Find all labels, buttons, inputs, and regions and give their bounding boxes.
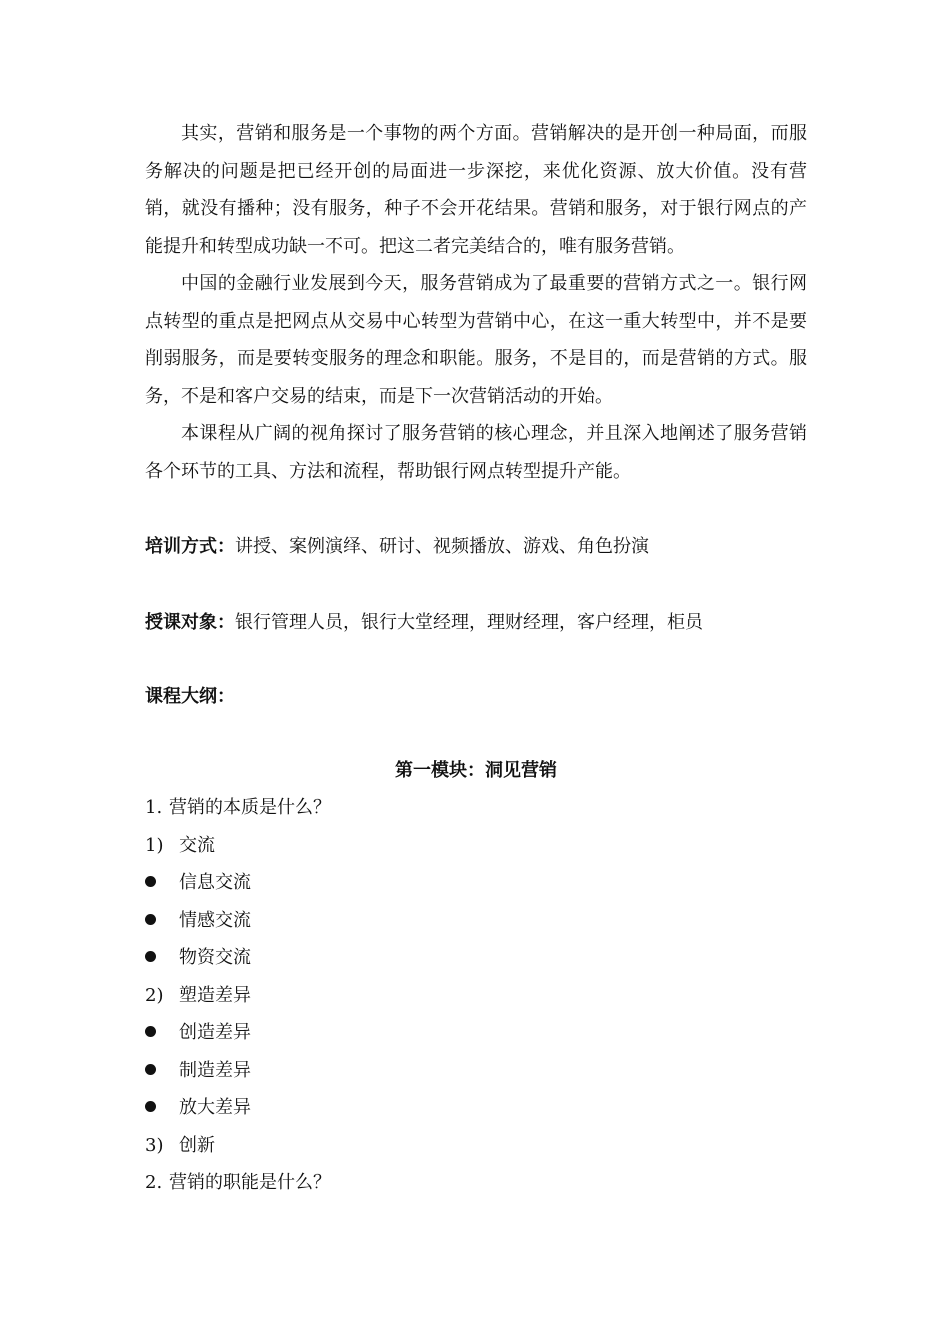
outline-marker: 1) [145,834,164,856]
intro-paragraph-2: 中国的金融行业发展到今天，服务营销成为了最重要的营销方式之一。银行网点转型的重点是把网点从交易中心转型为营销中心，在这一重大转型中，并不是要削弱服务，而是要转变服务的理念和职能。服务，不是目的，而是营销的方式。服务，不是和客户交易的结束，而是下一次营销活动的开始。 [145,273,807,407]
outline-marker: 2. [145,1172,163,1193]
training-method-line [145,528,807,566]
outline-item [145,939,807,977]
outline-item [145,977,807,1015]
outline-heading: 课程大纲： [145,686,235,707]
intro-paragraph-3: 本课程从广阔的视角探讨了服务营销的核心理念，并且深入地阐述了服务营销各个环节的工具、方法和流程，帮助银行网点转型提升产能。 [145,423,807,482]
spacer [145,641,807,678]
bullet-icon [145,864,179,902]
outline-item-text: 交流 [179,834,215,856]
outline-item-text: 信息交流 [179,872,251,893]
spacer [145,566,807,604]
outline-item [145,789,807,827]
audience-label: 授课对象： [145,611,235,633]
intro-paragraph-1: 其实，营销和服务是一个事物的两个方面。营销解决的是开创一种局面，而服务解决的问题是把已经开创的局面进一步深挖，来优化资源、放大价值。没有营销，就没有播种；没有服务，种子不会开花结果。营销和服务，对于银行网点的产能提升和转型成功缺一不可。把这二者完美结合的，唯有服务营销。 [145,123,807,257]
outline-item [145,1014,807,1052]
outline-heading-line [145,678,807,716]
training-method-value: 讲授、案例演绎、研讨、视频播放、游戏、角色扮演 [235,536,649,557]
outline-item-text: 创新 [179,1134,215,1156]
outline-item [145,1089,807,1127]
module-1-title: 第一模块：洞见营销 [395,759,557,781]
outline-item [145,827,807,865]
bullet-icon [145,1052,179,1090]
outline-marker: 2) [145,984,164,1006]
outline-item [145,1127,807,1165]
outline-item [145,1052,807,1090]
audience-line [145,604,807,642]
bullet-icon [145,1014,179,1052]
bullet-icon [145,1089,179,1127]
audience-value: 银行管理人员，银行大堂经理，理财经理，客户经理，柜员 [235,611,703,633]
outline-marker: 1. [145,797,163,818]
spacer [145,716,807,752]
spacer [145,490,807,528]
bullet-icon [145,902,179,940]
outline-item-text: 营销的本质是什么？ [169,797,331,818]
outline-item-text: 放大差异 [179,1097,251,1118]
outline-item [145,1164,807,1202]
outline-item-text: 塑造差异 [179,984,251,1006]
outline-item-text: 制造差异 [179,1059,251,1081]
outline-item [145,864,807,902]
outline-marker: 3) [145,1134,164,1156]
outline-item-text: 情感交流 [179,909,251,931]
outline-item-text: 物资交流 [179,947,251,968]
document-page [145,115,807,1202]
outline-item-text: 创造差异 [179,1022,251,1043]
outline-item [145,902,807,940]
outline-item-text: 营销的职能是什么？ [169,1172,331,1193]
bullet-icon [145,939,179,977]
module-1-outline [145,789,807,1202]
training-method-label: 培训方式： [145,536,235,557]
